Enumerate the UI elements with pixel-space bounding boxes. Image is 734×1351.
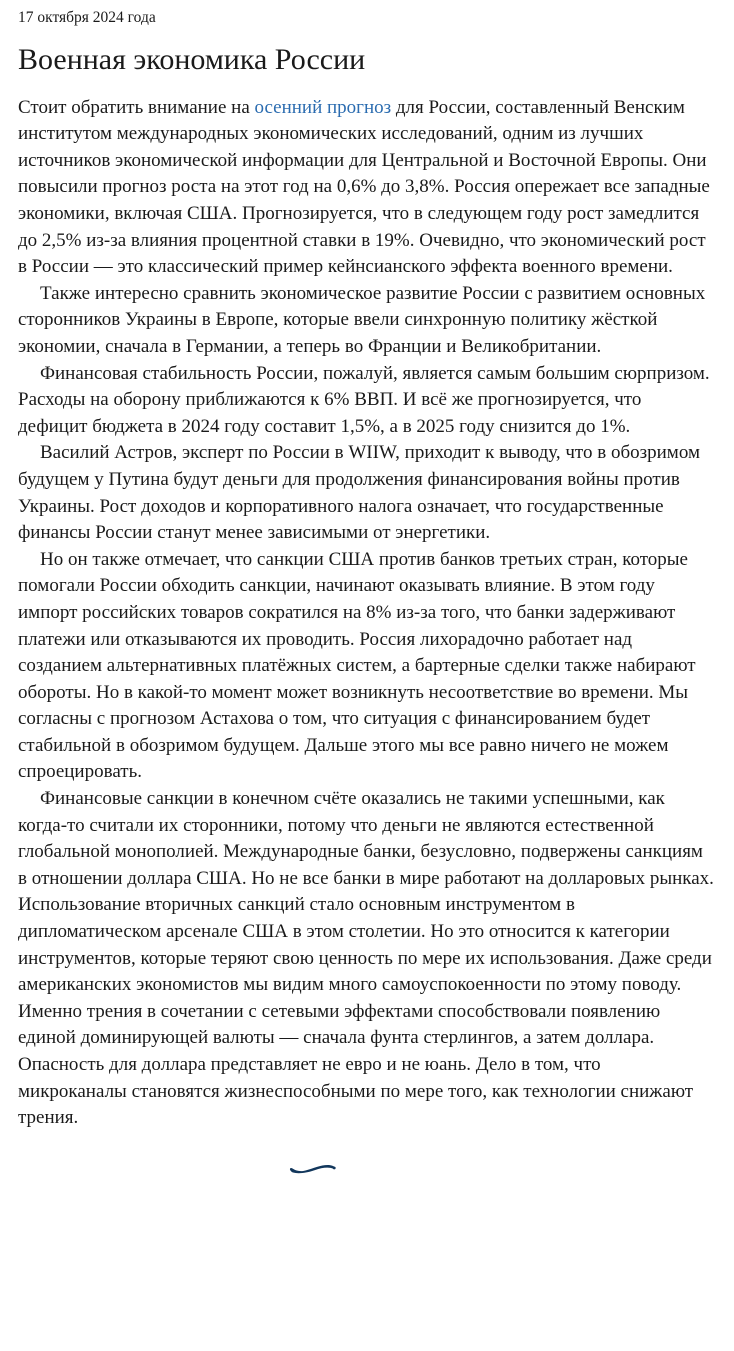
article-body xyxy=(18,95,714,1132)
paragraph-6: Финансовые санкции в конечном счёте оказались не такими успешными, как когда-то считали их сторонники, потому что деньги не являются естественной глобальной монополией. Международные банки, безусловно, подвержены санкциям в отношении доллара США. Но не все банки в мире работают на долларовых рынках. Использование вторичных санкций стало основным инструментом в дипломатическом арсенале США в этом столетии. Но это относится к категории инструментов, которые теряют свою ценность по мере их использования. Даже среди американских экономистов мы видим много самоуспокоенности по этому поводу. Именно трения в сочетании с сетевыми эффектами способствовали появлению единой доминирующей валюты — сначала фунта стерлингов, а затем доллара. Опасность для доллара представляет не евро и не юань. Дело в том, что микроканалы становятся жизнеспособными по мере того, как технологии снижают трения. xyxy=(18,788,714,1129)
article-title: Военная экономика России xyxy=(18,43,366,77)
paragraph-1-text-before-link: Стоит обратить внимание на xyxy=(18,96,255,118)
paragraph-2: Также интересно сравнить экономическое развитие России с развитием основных сторонников Украины в Европе, которые ввели синхронную политику жёсткой экономии, сначала в Германии, а теперь во Франции и Великобритании. xyxy=(18,282,706,357)
paragraph-4: Василий Астров, эксперт по России в WIIW, приходит к выводу, что в обозримом будущем у Путина будут деньги для продолжения финансирования войны против Украины. Рост доходов и корпоративного налога означает, что государственные финансы России станут менее зависимыми от энергетики. xyxy=(18,442,700,544)
flourish-divider-icon xyxy=(288,1160,338,1176)
autumn-forecast-link[interactable]: осенний прогноз xyxy=(254,96,392,118)
paragraph-5: Но он также отмечает, что санкции США против банков третьих стран, которые помогали России обходить санкции, начинают оказывать влияние. В этом году импорт российских товаров сократился на 8% из-за того, что банки задерживают платежи или отказываются их проводить. Россия лихорадочно работает над созданием альтернативных платёжных систем, а бартерные сделки также набирают обороты. Но в какой-то момент может возникнуть несоответствие во времени. Мы согласны с прогнозом Астахова о том, что ситуация с финансированием будет стабильной в обозримом будущем. Дальше этого мы все равно ничего не можем спроецировать. xyxy=(18,548,696,783)
paragraph-1-text-after-link: для России, составленный Венским институтом международных экономических исследований, одним из лучших источников экономической информации для Центральной и Восточной Европы. Они повысили прогноз роста на этот год на 0,6% до 3,8%. Россия опережает все западные экономики, включая США. Прогнозируется, что в следующем году рост замедлится до 2,5% из-за влияния процентной ставки в 19%. Очевидно, что экономический рост в России — это классический пример кейнсианского эффекта военного времени. xyxy=(18,96,710,278)
article-date: 17 октября 2024 года xyxy=(18,9,156,26)
paragraph-3: Финансовая стабильность России, пожалуй, является самым большим сюрпризом. Расходы на оборону приближаются к 6% ВВП. И всё же прогнозируется, что дефицит бюджета в 2024 году составит 1,5%, а в 2025 году снизится до 1%. xyxy=(18,362,710,437)
paragraph-1 xyxy=(18,95,714,281)
